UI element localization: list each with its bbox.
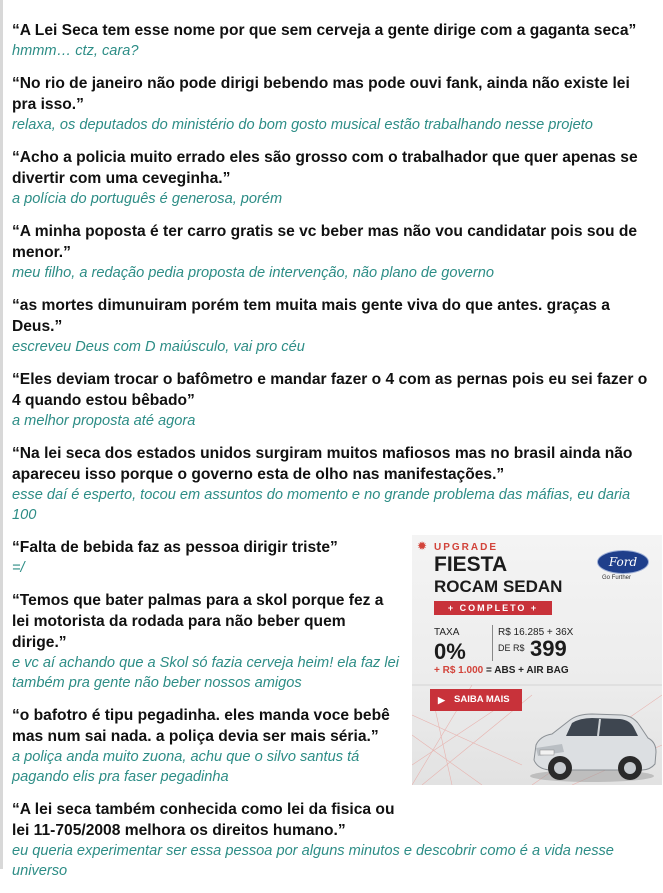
entry-7 [12, 443, 657, 525]
ad-upgrade-label: UPGRADE [434, 542, 499, 553]
ad-price-value: 399 [530, 636, 567, 661]
entry-10 [12, 705, 402, 787]
student-quote: “No rio de janeiro não pode dirigi bebendo mas pode ouvi fank, ainda não existe lei pra isso.” [12, 75, 630, 113]
student-quote: “Eles deviam trocar o bafômetro e mandar fazer o 4 com as pernas pois eu sei fazer o 4 quando estou bêbado” [12, 371, 648, 409]
ad-divider [492, 625, 493, 661]
student-quote: “Falta de bebida faz as pessoa dirigir triste” [12, 539, 338, 556]
entry-4 [12, 221, 657, 283]
ford-fiesta-ad[interactable] [412, 535, 662, 785]
ad-taxa-label: TAXA [434, 627, 460, 638]
ad-tagline: Go Further [602, 575, 632, 581]
ad-model: FIESTA [434, 553, 508, 576]
entry-3 [12, 147, 657, 209]
entry-5 [12, 295, 657, 357]
student-quote: “Temos que bater palmas para a skol porque fez a lei motorista da rodada para não beber quem dirige.” [12, 592, 384, 651]
editor-comment: a poliça anda muito zuona, achu que o silvo santus tá pagando elis pra faser pegadinha [12, 749, 360, 785]
ad-taxa-value: 0% [434, 639, 466, 664]
editor-comment: hmmm… ctz, cara? [12, 43, 139, 59]
ad-price-line: R$ 16.285 + 36X [498, 627, 574, 638]
gear-icon: ✹ [417, 539, 428, 553]
student-quote: “A lei seca também conhecida como lei da fisica ou lei 11-705/2008 melhora os direitos humano.” [12, 801, 395, 839]
ford-logo: Ford [597, 550, 649, 574]
car-image [522, 690, 662, 785]
play-arrow-icon: ▶ [438, 695, 445, 705]
student-quote: “A Lei Seca tem esse nome por que sem cerveja a gente dirige com a gaganta seca” [12, 22, 637, 39]
entry-2 [12, 73, 657, 135]
editor-comment: e vc aí achando que a Skol só fazia cerveja heim! ela faz lei também pra gente não beber nossos amigos [12, 655, 399, 691]
editor-comment: a polícia do português é generosa, porém [12, 191, 283, 207]
editor-comment: meu filho, a redação pedia proposta de intervenção, não plano de governo [12, 265, 494, 281]
student-quote: “o bafotro é tipu pegadinha. eles manda voce bebê mas num sai nada. a poliça devia ser mais séria.” [12, 707, 390, 745]
ad-price-prefix: DE R$ [498, 643, 525, 653]
editor-comment: a melhor proposta até agora [12, 413, 196, 429]
entry-9 [12, 590, 402, 693]
entry-8 [12, 537, 402, 578]
student-quote: “Acho a policia muito errado eles são grosso com o trabalhador que quer apenas se divertir com uma ceveginha.” [12, 149, 638, 187]
student-quote: “A minha poposta é ter carro gratis se vc beber mas não vou candidatar pois sou de menor.” [12, 223, 638, 261]
entry-1 [12, 20, 657, 61]
saiba-mais-button[interactable] [430, 689, 522, 711]
ad-extra-value: + R$ 1.000 [434, 665, 484, 676]
saiba-mais-label: SAIBA MAIS [454, 694, 510, 705]
ad-extras [434, 665, 569, 676]
editor-comment: escreveu Deus com D maiúsculo, vai pro céu [12, 339, 305, 355]
editor-comment: =/ [12, 560, 25, 576]
ad-version: ROCAM SEDAN [434, 577, 563, 596]
left-border [0, 0, 3, 869]
editor-comment: esse daí é esperto, tocou em assuntos do momento e no grande problema das máfias, eu daria 100 [12, 487, 631, 523]
student-quote: “as mortes dimunuiram porém tem muita mais gente viva do que antes. graças a Deus.” [12, 297, 610, 335]
entry-6 [12, 369, 657, 431]
editor-comment: eu queria experimentar ser essa pessoa por alguns minutos e descobrir como é a vida nesse universo [12, 843, 614, 879]
editor-comment: relaxa, os deputados do ministério do bom gosto musical estão trabalhando nesse projeto [12, 117, 593, 133]
ad-completo-banner: + COMPLETO + [434, 601, 552, 615]
ad-extra-items: = ABS + AIR BAG [483, 665, 569, 676]
student-quote: “Na lei seca dos estados unidos surgiram muitos mafiosos mas no brasil ainda não apareceu isso porque o governo esta de olho nas manifestações.” [12, 445, 633, 483]
